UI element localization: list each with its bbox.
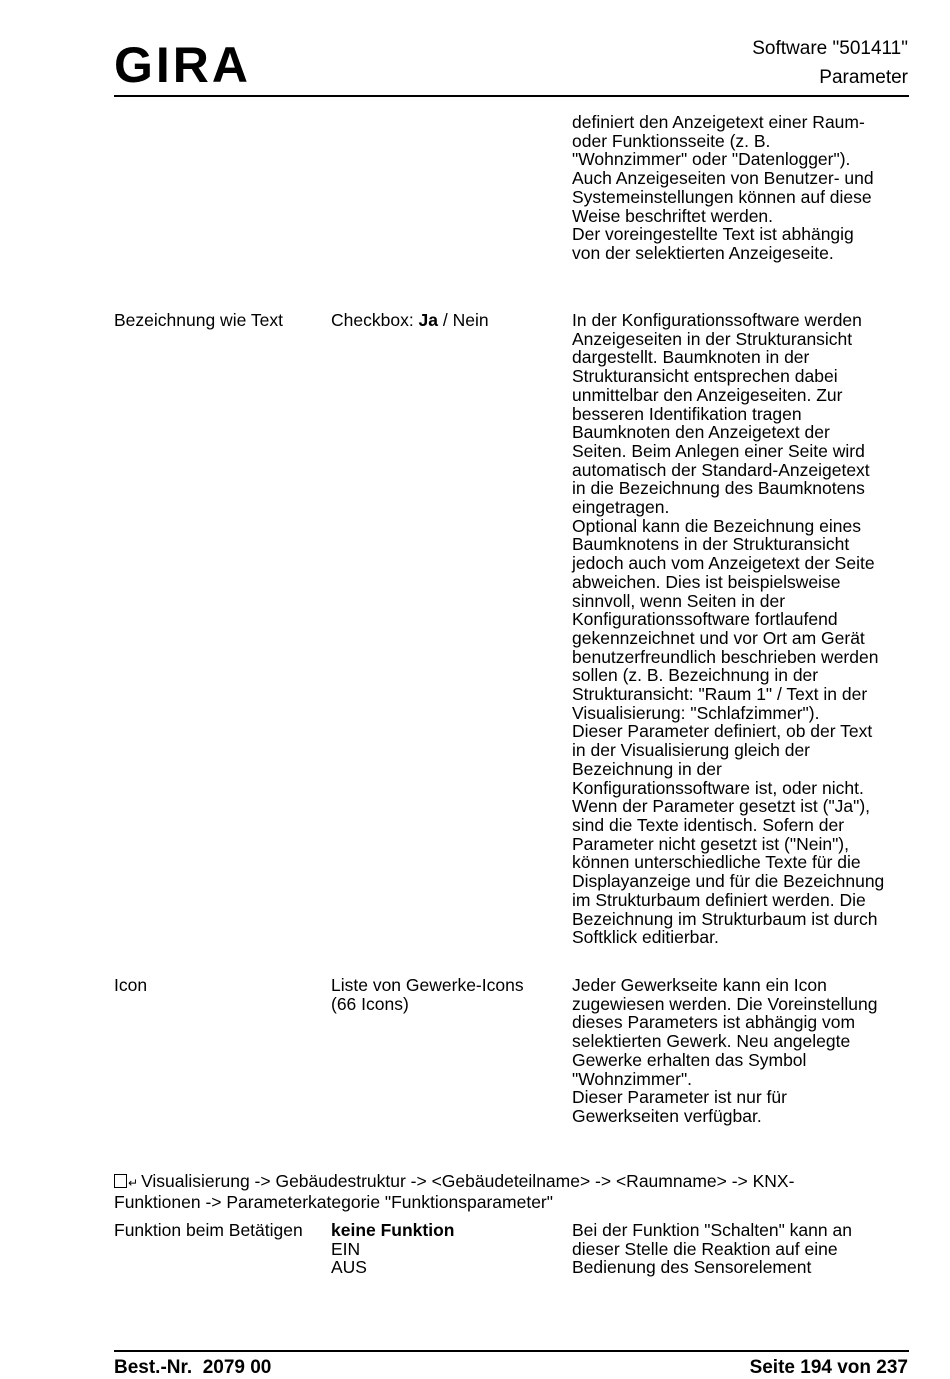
- desc-line: Konfigurationssoftware ist, oder nicht.: [572, 777, 864, 798]
- desc-line: im Strukturbaum definiert werden. Die: [572, 889, 866, 910]
- option: AUS: [331, 1257, 367, 1278]
- desc-line: Bedienung des Sensorelement: [572, 1257, 812, 1278]
- option: EIN: [331, 1238, 361, 1259]
- desc-line: in der Visualisierung gleich der: [572, 740, 811, 761]
- desc-line: Seiten. Beim Anlegen einer Seite wird: [572, 440, 865, 461]
- section-title: Parameter: [819, 67, 908, 88]
- path-box-icon: [114, 1174, 127, 1188]
- desc-line: Visualisierung: "Schlafzimmer").: [572, 702, 820, 723]
- param-setting-bezeichnung: [331, 311, 489, 330]
- desc-line: besseren Identifikation tragen: [572, 403, 802, 424]
- desc-line: abweichen. Dies ist beispielsweise: [572, 571, 841, 592]
- desc-line: Konfigurationssoftware fortlaufend: [572, 609, 838, 630]
- desc-line: sollen (z. B. Bezeichnung in der: [572, 665, 819, 686]
- gira-logo: GIRA: [114, 37, 251, 93]
- desc-line: Bezeichnung im Strukturbaum ist durch: [572, 908, 878, 929]
- path-arrow-icon: ↵: [128, 1176, 139, 1190]
- option-default: keine Funktion: [331, 1220, 455, 1240]
- footer-divider: [114, 1350, 909, 1352]
- param-name-icon: Icon: [114, 975, 148, 995]
- desc-line: selektierten Gewerk. Neu angelegte: [572, 1031, 851, 1052]
- desc-line: Bei der Funktion "Schalten" kann an: [572, 1220, 852, 1240]
- desc-line: Displayanzeige und für die Bezeichnung: [572, 871, 885, 892]
- top-description: [572, 113, 912, 263]
- desc-line: dieses Parameters ist abhängig vom: [572, 1012, 856, 1033]
- desc-line: zugewiesen werden. Die Voreinstellung: [572, 993, 878, 1014]
- setting-prefix: Checkbox:: [331, 310, 419, 330]
- desc-line: Weise beschriftet werden.: [572, 205, 774, 226]
- path-line: [114, 1172, 874, 1193]
- setting-default: Ja: [418, 310, 439, 330]
- param-name-bezeichnung: Bezeichnung wie Text: [114, 310, 283, 330]
- desc-line: "Wohnzimmer".: [572, 1068, 693, 1089]
- desc-line: Gewerke erhalten das Symbol: [572, 1049, 807, 1070]
- desc-line: definiert den Anzeigetext einer Raum-: [572, 112, 865, 132]
- desc-line: Dieser Parameter ist nur für: [572, 1087, 787, 1108]
- header-divider: [114, 95, 909, 97]
- desc-line: Jeder Gewerkseite kann ein Icon: [572, 975, 827, 995]
- desc-line: Wenn der Parameter gesetzt ist ("Ja"),: [572, 796, 871, 817]
- desc-line: Dieser Parameter definiert, ob der Text: [572, 721, 873, 742]
- desc-line: automatisch der Standard-Anzeigetext: [572, 459, 870, 480]
- param-desc-icon: [572, 976, 912, 1126]
- desc-line: dieser Stelle die Reaktion auf eine: [572, 1238, 838, 1259]
- desc-line: können unterschiedliche Texte für die: [572, 852, 861, 873]
- desc-line: "Wohnzimmer" oder "Datenlogger").: [572, 149, 851, 170]
- desc-line: dargestellt. Baumknoten in der: [572, 347, 810, 368]
- setting-line: Liste von Gewerke-Icons: [331, 975, 524, 995]
- desc-line: Softklick editierbar.: [572, 927, 719, 948]
- param-desc-funktion: [572, 1221, 912, 1277]
- software-title: Software "501411": [752, 38, 908, 59]
- path-text: Visualisierung -> Gebäudestruktur -> <Gebäudeteilname> -> <Raumname> -> KNX-: [141, 1171, 795, 1191]
- navigation-path: [114, 1172, 874, 1211]
- header-info: [752, 34, 908, 92]
- desc-line: oder Funktionsseite (z. B.: [572, 130, 771, 151]
- desc-line: benutzerfreundlich beschrieben werden: [572, 646, 879, 667]
- page-number: Seite 194 von 237: [749, 1357, 908, 1378]
- desc-line: Gewerkseiten verfügbar.: [572, 1105, 762, 1126]
- desc-line: unmittelbar den Anzeigeseiten. Zur: [572, 384, 843, 405]
- param-setting-icon: [331, 976, 524, 1013]
- desc-line: Bezeichnung in der: [572, 758, 722, 779]
- desc-line: Baumknotens in der Strukturansicht: [572, 534, 850, 555]
- desc-line: Auch Anzeigeseiten von Benutzer- und: [572, 168, 874, 189]
- desc-line: eingetragen.: [572, 497, 670, 518]
- desc-line: Baumknoten den Anzeigetext der: [572, 422, 830, 443]
- desc-line: In der Konfigurationssoftware werden: [572, 310, 862, 330]
- desc-line: sind die Texte identisch. Sofern der: [572, 814, 845, 835]
- desc-line: Strukturansicht entsprechen dabei: [572, 366, 838, 387]
- desc-line: Systemeinstellungen können auf diese: [572, 186, 872, 207]
- setting-line: (66 Icons): [331, 993, 409, 1014]
- desc-line: von der selektierten Anzeigeseite.: [572, 242, 834, 263]
- desc-line: Optional kann die Bezeichnung eines: [572, 515, 861, 536]
- desc-line: Anzeigeseiten in der Strukturansicht: [572, 328, 853, 349]
- desc-line: in die Bezeichnung des Baumknotens: [572, 478, 865, 499]
- setting-rest: / Nein: [438, 310, 489, 330]
- param-name-funktion: Funktion beim Betätigen: [114, 1220, 303, 1240]
- param-desc-bezeichnung: [572, 311, 912, 947]
- param-setting-funktion: [331, 1221, 454, 1277]
- desc-line: Strukturansicht: "Raum 1" / Text in der: [572, 684, 868, 705]
- path-line: Funktionen -> Parameterkategorie "Funktionsparameter": [114, 1191, 553, 1212]
- desc-line: sinnvoll, wenn Seiten in der: [572, 590, 786, 611]
- order-number: Best.-Nr. 2079 00: [114, 1357, 272, 1378]
- desc-line: Der voreingestellte Text ist abhängig: [572, 224, 854, 245]
- desc-line: Parameter nicht gesetzt ist ("Nein"),: [572, 833, 849, 854]
- desc-line: gekennzeichnet und vor Ort am Gerät: [572, 627, 865, 648]
- desc-line: jedoch auch vom Anzeigetext der Seite: [572, 553, 875, 574]
